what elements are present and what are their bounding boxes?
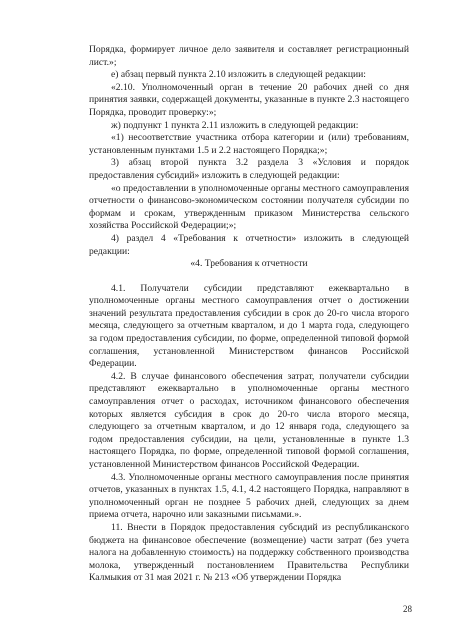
paragraph: 4.2. В случае финансового обеспечения затрат, получатели субсидии представляют ежеквартально в уполномоченные органы местного самоуправления отчет о расходах, источником финансового обеспечения которых является субсидия в срок до 20-го числа второго месяца, следующего за отчетным кварталом, и до 12 января года, следующего за годом предоставления субсидии, на цели, установленные в пункте 1.3 настоящего Порядка, по форме, определенной типовой формой соглашения, установленной Министерством финансов Российской Федерации. (89, 370, 409, 470)
paragraph: Порядка, формирует личное дело заявителя и составляет регистрационный лист.»; (89, 44, 409, 68)
paragraph: ж) подпункт 1 пункта 2.11 изложить в следующей редакции: (111, 119, 359, 131)
paragraph: «2.10. Уполномоченный орган в течение 20 рабочих дней со дня принятия заявки, содержащей документы, указанные в пункте 2.3 настоящего Порядка, проводит проверку:»; (89, 81, 409, 118)
paragraph: 11. Внести в Порядок предоставления субсидий из республиканского бюджета на финансовое обеспечение (возмещение) части затрат (без учета налога на добавленную стоимость) на поддержку собственного производства молока, утвержденный постановлением Правительства Республики Калмыкия от 31 мая 2021 г. № 213 «Об утверждении Порядка (89, 521, 409, 584)
paragraph: е) абзац первый пункта 2.10 изложить в следующей редакции: (111, 69, 366, 81)
paragraph: «1) несоответствие участника отбора категории и (или) требованиям, установленным пунктами 1.5 и 2.2 настоящего Порядка;»; (89, 132, 409, 156)
section-heading: «4. Требования к отчетности (190, 258, 308, 270)
paragraph: 4) раздел 4 «Требования к отчетности» изложить в следующей редакции: (89, 232, 409, 257)
paragraph: 3) абзац второй пункта 3.2 раздела 3 «Условия и порядок предоставления субсидий» изложить в следующей редакции: (89, 157, 409, 181)
paragraph: «о предоставлении в уполномоченные органы местного самоуправления отчетности о финансово-экономическом состоянии получателя субсидии по формам и срокам, утвержденным приказом Министерства сельского хозяйства Российской Федерации;»; (89, 182, 409, 232)
page-number: 28 (403, 604, 412, 615)
paragraph: 4.1. Получатели субсидии представляют ежеквартально в уполномоченные органы местного самоуправления отчет о достижении значений результата предоставления субсидии в срок до 20-го числа второго месяца, следующего за отчетным кварталом, и до 1 марта года, следующего за годом предоставления субсидии, по форме, определенной типовой формой соглашения, установленной Министерством финансов Российской Федерации. (89, 282, 409, 370)
paragraph: 4.3. Уполномоченные органы местного самоуправления после принятия отчетов, указанных в пунктах 1.5, 4.1, 4.2 настоящего Порядка, направляют в уполномоченный орган не позднее 5 рабочих дней, следующих за днем приема отчета, нарочно или заказными письмами.». (89, 471, 409, 521)
